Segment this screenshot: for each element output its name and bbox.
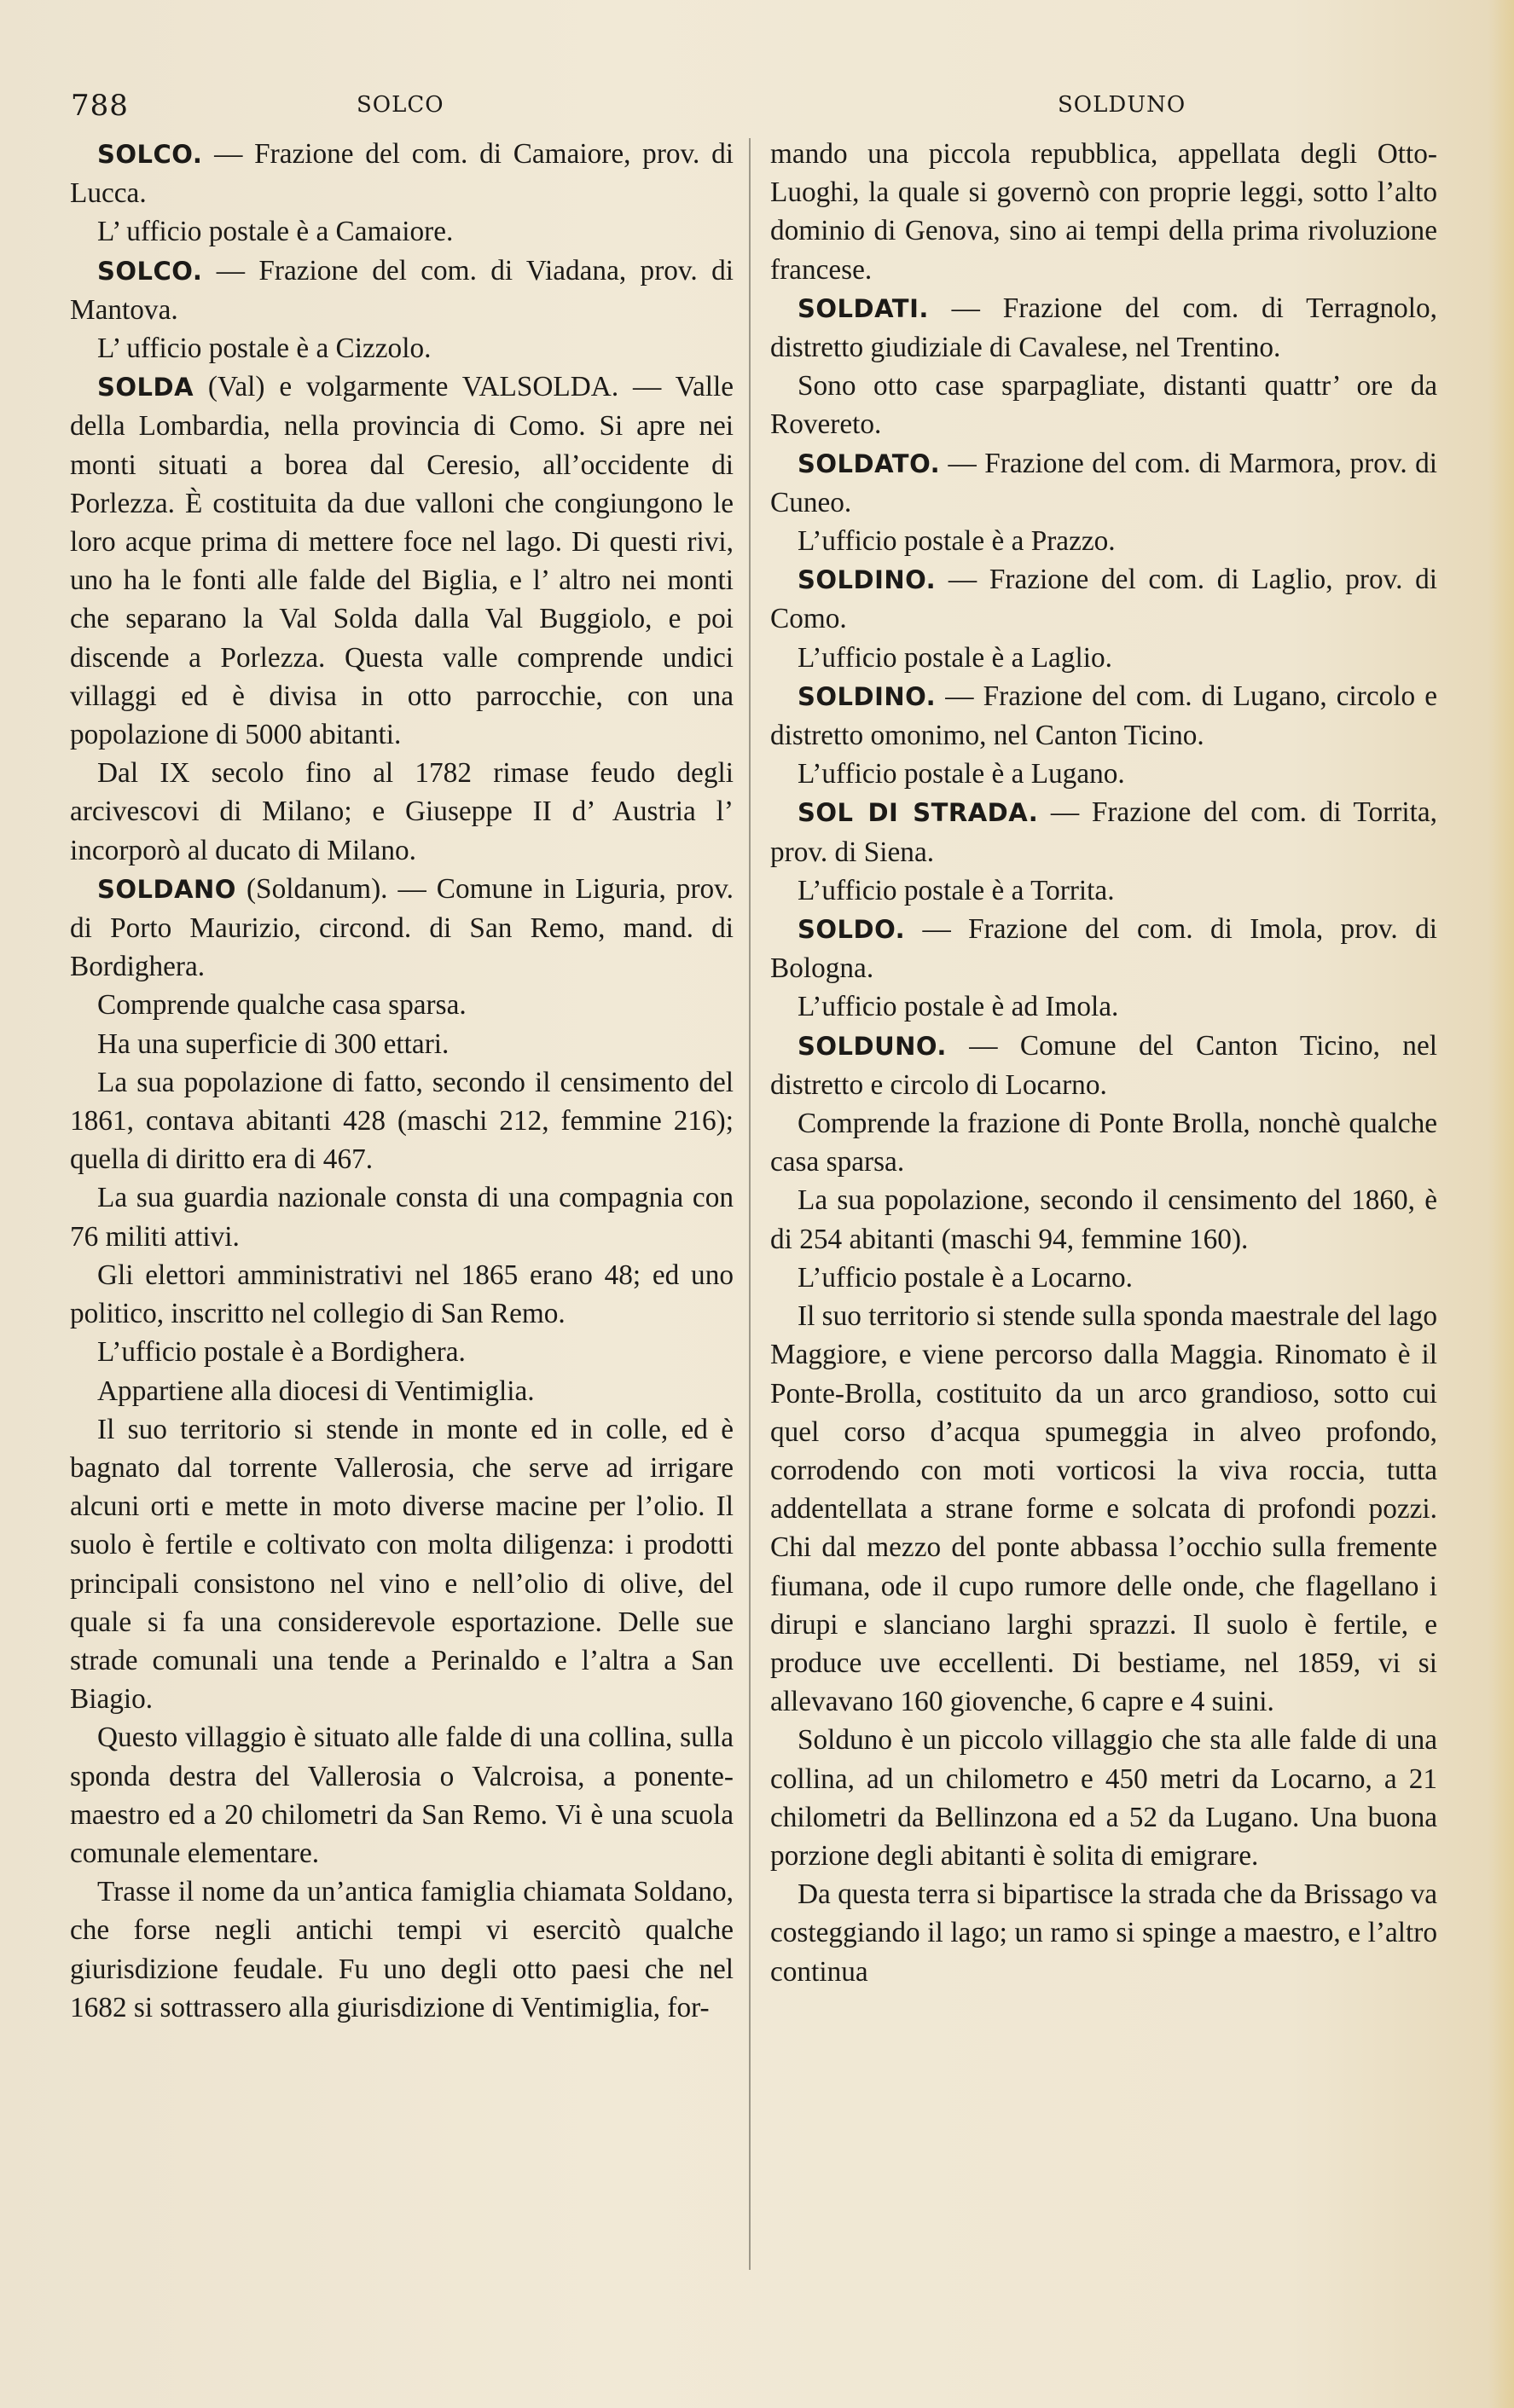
right-column: [770, 135, 1437, 1991]
paragraph-text: mando una piccola repubblica, appellata degli Otto-Luoghi, la quale si governò con proprie leggi, sotto l’alto dominio di Genova, sino ai tempi della prima rivoluzione francese.: [770, 138, 1437, 286]
text-paragraph: [70, 1256, 734, 1333]
text-paragraph: [770, 1875, 1437, 1991]
paragraph-text: Il suo territorio si stende in monte ed in colle, ed è bagnato dal torrente Vallerosia, che serve ad irrigare alcuni orti e mette in moto diverse macine per l’olio. Il suolo è fertile e coltivato con molta diligenza: i prodotti principali consistono nel vino e nell’olio di olive, del quale si fa una considerevole esportazione. Delle sue strade comunali una tende a Perinaldo e l’altra a San Biagio.: [70, 1413, 734, 1716]
text-paragraph: [70, 986, 734, 1024]
text-paragraph: [770, 367, 1437, 443]
paragraph-text: — Frazione del com. di Laglio, prov. di Como.: [770, 564, 1437, 635]
headword: SOLDINO.: [798, 565, 937, 595]
paragraph-text: L’ufficio postale è a Bordighera.: [97, 1336, 466, 1369]
headword: SOLDANO: [97, 874, 236, 904]
entry-paragraph: [70, 368, 734, 754]
text-paragraph: [70, 1178, 734, 1255]
headword: SOLDA: [97, 373, 194, 402]
entry-paragraph: [770, 560, 1437, 638]
text-paragraph: [770, 522, 1437, 560]
paragraph-text: Appartiene alla diocesi di Ventimiglia.: [97, 1375, 535, 1407]
paragraph-text: L’ufficio postale è a Laglio.: [798, 641, 1112, 674]
paragraph-text: Trasse il nome da un’antica famiglia chiamata Soldano, che forse negli antichi tempi vi esercitò qualche giurisdizione feudale. Fu uno degli otto paesi che nel 1682 si sottrassero alla giurisdizione di Ventimiglia, for-: [70, 1876, 734, 2023]
paragraph-text: Questo villaggio è situato alle falde di una collina, sulla sponda destra del Vallerosia o Valcroisa, a ponente-maestro ed a 20 chilometri da San Remo. Vi è una scuola comunale elementare.: [70, 1722, 734, 1869]
text-paragraph: [70, 1063, 734, 1179]
text-paragraph: [70, 1025, 734, 1063]
paragraph-text: L’ufficio postale è ad Imola.: [798, 991, 1119, 1023]
text-paragraph: [770, 1181, 1437, 1258]
entry-paragraph: [770, 677, 1437, 755]
column-divider: [749, 138, 751, 2270]
paragraph-text: — Frazione del com. di Torrita, prov. di Siena.: [770, 796, 1437, 868]
paragraph-text: Sono otto case sparpagliate, distanti quattr’ ore da Rovereto.: [770, 370, 1437, 441]
paragraph-text: — Frazione del com. di Viadana, prov. di Mantova.: [70, 254, 734, 326]
paragraph-text: L’ufficio postale è a Torrita.: [798, 874, 1115, 906]
text-paragraph: [70, 1718, 734, 1873]
entry-paragraph: [770, 793, 1437, 871]
paragraph-text: — Frazione del com. di Camaiore, prov. di Lucca.: [70, 138, 734, 210]
paragraph-text: Comprende la frazione di Ponte Brolla, nonchè qualche casa sparsa.: [770, 1108, 1437, 1178]
text-paragraph: [770, 755, 1437, 793]
paragraph-text: L’ufficio postale è a Locarno.: [798, 1261, 1133, 1294]
paragraph-text: L’ ufficio postale è a Cizzolo.: [97, 333, 432, 365]
headword: SOL DI STRADA.: [798, 798, 1039, 828]
text-paragraph: [70, 1333, 734, 1371]
entry-paragraph: [770, 289, 1437, 367]
text-paragraph: [70, 1410, 734, 1719]
headword: SOLDUNO.: [798, 1031, 947, 1061]
paragraph-text: (Val) e volgarmente VALSOLDA. — Valle della Lombardia, nella provincia di Como. Si apre nei monti situati a borea dal Ceresio, all’occidente di Porlezza. È costituita da due valloni che congiungono le loro acque prima di mettere foce nel lago. Di questi rivi, uno ha le fonti alle falde del Biglia, e l’ altro nei monti che separano la Val Solda dalla Val Buggiolo, e poi discende a Porlezza. Questa valle comprende undici villaggi ed è divisa in otto parrocchie, con una popolazione di 5000 abitanti.: [70, 371, 734, 751]
headword: SOLDATI.: [798, 293, 929, 323]
paragraph-text: (Soldanum). — Comune in Liguria, prov. di Porto Maurizio, circond. di San Remo, mand. di Bordighera.: [70, 872, 734, 983]
entry-paragraph: [70, 135, 734, 212]
text-paragraph: [770, 135, 1437, 289]
entry-paragraph: [70, 252, 734, 329]
headword: SOLDO.: [798, 915, 906, 945]
text-paragraph: [770, 871, 1437, 910]
paragraph-text: Da questa terra si bipartisce la strada che da Brissago va costeggiando il lago; un ramo si spinge a maestro, e l’altro continua: [770, 1878, 1437, 1988]
text-paragraph: [70, 1372, 734, 1410]
paragraph-text: La sua popolazione di fatto, secondo il censimento del 1861, contava abitanti 428 (maschi 212, femmine 216); quella di diritto era di 467.: [70, 1066, 734, 1176]
paragraph-text: L’ufficio postale è a Lugano.: [798, 758, 1125, 790]
text-paragraph: [70, 212, 734, 251]
paragraph-text: — Frazione del com. di Marmora, prov. di Cuneo.: [770, 447, 1437, 518]
text-paragraph: [770, 1259, 1437, 1297]
entry-paragraph: [70, 870, 734, 987]
text-paragraph: [770, 1297, 1437, 1721]
paragraph-text: Il suo territorio si stende sulla sponda maestrale del lago Maggiore, e viene percorso dalla Maggia. Rinomato è il Ponte-Brolla, costituito da un arco grandioso, sotto cui quel corso d’acqua spumeggia in alveo profondo, corrodendo con moti vorticosi la viva roccia, tutta addentellata a strane forme e solcata di profondi pozzi. Chi dal mezzo del ponte abbassa l’occhio sulla fremente fiumana, ode il cupo rumore delle onde, che flagellano i dirupi e slanciano larghi sprazzi. Il suolo è fertile, e produce uve eccellenti. Di bestiame, nel 1859, vi si allevavano 160 giovenche, 6 capre e 4 suini.: [770, 1300, 1437, 1718]
headword: SOLCO.: [97, 140, 203, 169]
paragraph-text: L’ ufficio postale è a Camaiore.: [97, 216, 454, 248]
paragraph-text: Ha una superficie di 300 ettari.: [97, 1027, 450, 1060]
text-paragraph: [770, 987, 1437, 1026]
running-head-right: SOLDUNO: [1058, 92, 1186, 118]
text-paragraph: [70, 1873, 734, 2027]
text-paragraph: [770, 1104, 1437, 1181]
paragraph-text: La sua guardia nazionale consta di una compagnia con 76 militi attivi.: [70, 1182, 734, 1253]
headword: SOLCO.: [97, 256, 203, 286]
headword: SOLDINO.: [798, 681, 937, 711]
entry-paragraph: [770, 444, 1437, 522]
paragraph-text: Comprende qualche casa sparsa.: [97, 989, 467, 1022]
text-paragraph: [770, 639, 1437, 677]
page-edge-shade: [1488, 0, 1514, 2408]
paragraph-text: — Frazione del com. di Lugano, circolo e distretto omonimo, nel Canton Ticino.: [770, 680, 1437, 752]
paragraph-text: L’ufficio postale è a Prazzo.: [798, 525, 1116, 558]
paragraph-text: Gli elettori amministrativi nel 1865 erano 48; ed uno politico, inscritto nel collegio di San Remo.: [70, 1259, 734, 1330]
paragraph-text: — Comune del Canton Ticino, nel distretto e circolo di Locarno.: [770, 1029, 1437, 1101]
paragraph-text: La sua popolazione, secondo il censimento del 1860, è di 254 abitanti (maschi 94, femmine 160).: [770, 1184, 1437, 1255]
left-column: [70, 135, 734, 2027]
paragraph-text: — Frazione del com. di Imola, prov. di Bologna.: [770, 913, 1437, 985]
entry-paragraph: [770, 910, 1437, 987]
text-paragraph: [70, 329, 734, 368]
entry-paragraph: [770, 1027, 1437, 1104]
paragraph-text: Dal IX secolo fino al 1782 rimase feudo degli arcivescovi di Milano; e Giuseppe II d’ Austria l’ incorporò al ducato di Milano.: [70, 757, 734, 866]
text-paragraph: [770, 1721, 1437, 1875]
headword: SOLDATO.: [798, 449, 941, 478]
running-head-left: SOLCO: [357, 92, 444, 118]
paragraph-text: — Frazione del com. di Terragnolo, distretto giudiziale di Cavalese, nel Trentino.: [770, 292, 1437, 364]
page-number: 788: [71, 89, 129, 123]
paragraph-text: Solduno è un piccolo villaggio che sta alle falde di una collina, ad un chilometro e 450 metri da Locarno, a 21 chilometri da Bellinzona ed a 52 da Lugano. Una buona porzione degli abitanti è solita di emigrare.: [770, 1724, 1437, 1872]
text-paragraph: [70, 754, 734, 870]
